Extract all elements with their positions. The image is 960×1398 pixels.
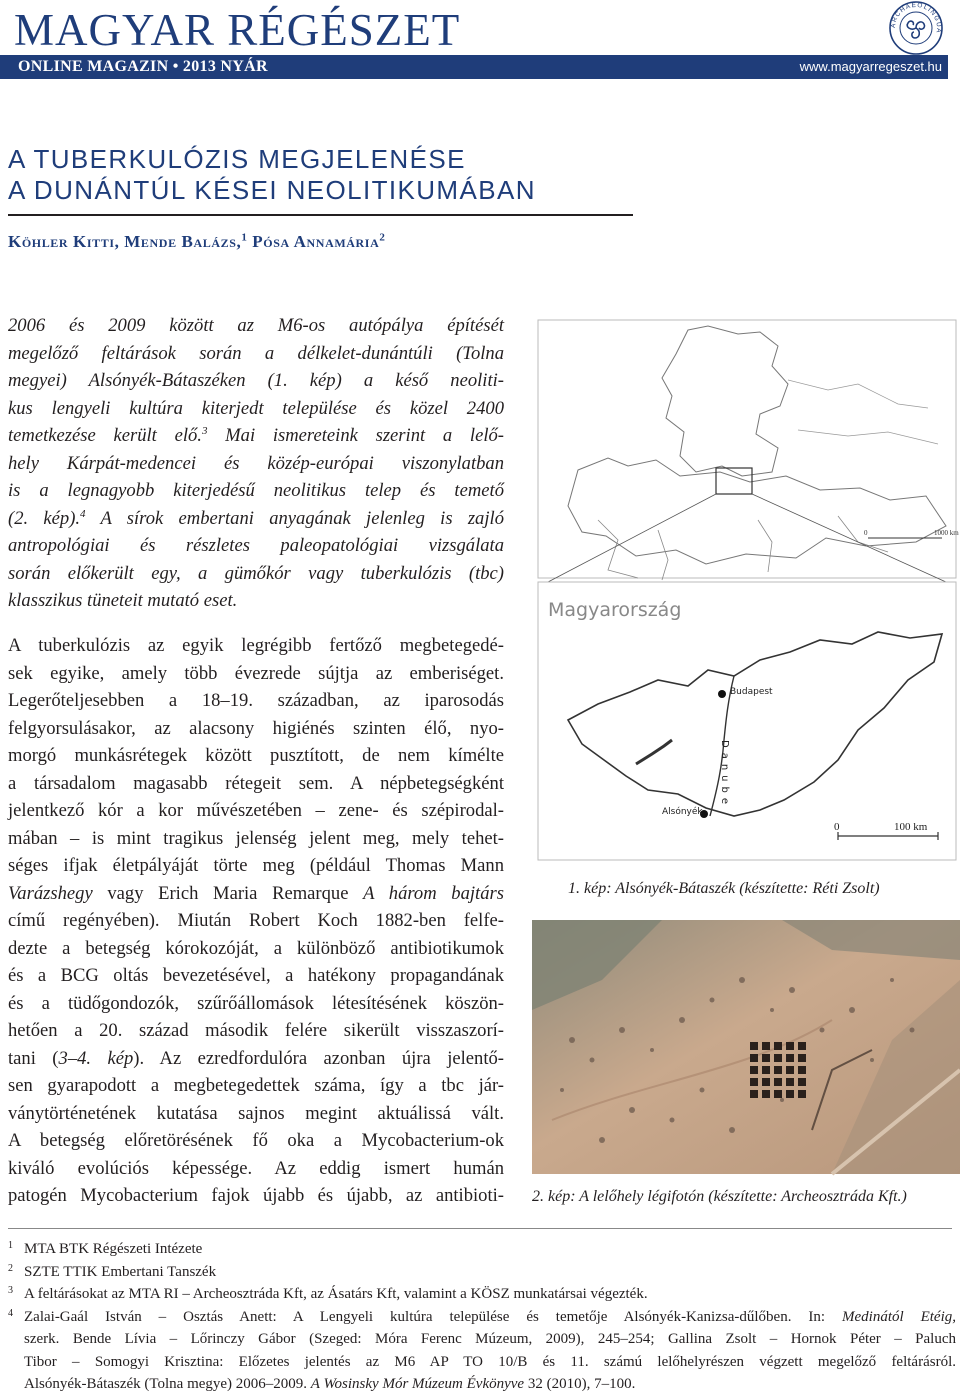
body-text: ). Az ezredfordulóra azonban újra jelentő-: [133, 1047, 505, 1069]
footnotes: [8, 1238, 956, 1396]
lead-text: A sírok embertani anyagának jelenleg is zajló: [100, 507, 504, 529]
figure-1-maps: [538, 320, 959, 860]
archaeolingua-logo: [888, 0, 944, 56]
body-line: séges ifjak életpályáját törte meg (például Thomas Mann: [8, 855, 504, 876]
figure-2-caption: 2. kép: A lelőhely légifotón (készítette: Archeosztráda Kft.): [532, 1188, 907, 1205]
magazine-title: MAGYAR RÉGÉSZET: [14, 5, 461, 55]
city-label-budapest: Budapest: [730, 687, 773, 697]
body-line: mában – is mint tragikus jelenség jelent meg, mely tehet-: [8, 827, 504, 849]
triskele-icon: [907, 21, 924, 38]
lead-line: [8, 422, 504, 450]
body-line: morgó munkásrétegek között pusztított, de nem kímélte: [8, 745, 504, 766]
body-line: Legerőteljesebben a 18–19. században, az iparosodás: [8, 690, 504, 711]
magazine-url[interactable]: www.magyarregeszet.hu: [799, 59, 942, 74]
masthead-bar: [0, 55, 948, 79]
footnote-ref-3[interactable]: 3: [201, 424, 208, 437]
europe-scale-km: 1000 km: [934, 529, 959, 537]
body-text: tani (: [8, 1047, 59, 1069]
svg-text:ARCHAEOLINGUA: [890, 2, 942, 34]
budapest-marker-icon: [718, 690, 726, 698]
book-title-varazshegy: Varázshegy: [8, 882, 93, 904]
body-line: A tuberkulózis az egyik legrégibb fertőző megbetegedé-: [8, 635, 504, 656]
authors-part-1: Köhler Kitti, Mende Balázs,: [8, 232, 242, 251]
body-line: című regényében). Miután Robert Koch 1882-ben felfe-: [8, 910, 504, 931]
hungary-scale-km: 100 km: [894, 821, 928, 833]
book-title-harom-bajtars: A három bajtárs: [363, 882, 504, 904]
article-title-line-2: A DUNÁNTÚL KÉSEI NEOLITIKUMÁBAN: [8, 175, 536, 205]
footnote-text: Tibor – Somogyi Krisztina: Előzetes jelentés az M6 AP TO 10/B és 11. számú lelőhelyrészen végzett megelőző feltárásról.: [24, 1353, 956, 1370]
footnote-1: [8, 1238, 956, 1261]
cited-journal-title: A Wosinsky Mór Múzeum Évkönyve: [310, 1376, 525, 1392]
magazine-subtitle: ONLINE MAGAZIN • 2013 NYÁR: [18, 58, 268, 75]
article-title-line-1: A TUBERKULÓZIS MEGJELENÉSE: [8, 144, 466, 174]
body-paragraph: [8, 632, 504, 1210]
body-line: hetően a 20. század második felére sikerült visszaszorí-: [8, 1020, 504, 1041]
figure-2-aerial-photo: [532, 920, 960, 1174]
lead-line: antropológiai és részletes paleopatológiai vizsgálata: [8, 535, 504, 556]
body-line: dezte a betegség kórokozóját, a különböző antibiotikumok: [8, 937, 504, 959]
footnote-text-part: Alsónyék-Bátaszék (Tolna megye) 2006–2009.: [24, 1376, 311, 1392]
lead-line: klasszikus tüneteit mutató eset.: [8, 590, 238, 611]
footnote-text: A feltárásokat az MTA RI – Archeosztráda Kft, az Ásatárs Kft, valamint a KÖSZ munkatársai végezték.: [24, 1286, 648, 1302]
lead-line: kus lengyeli kultúra kiterjedt települése és közel 2400: [8, 397, 504, 419]
cited-book-title: Medinától Etéig,: [842, 1308, 957, 1325]
body-line: a társadalom magasabb rétegeit sem. A népbetegségként: [8, 772, 504, 794]
body-line: A betegség előretörésének fő oka a Mycobacterium-ok: [8, 1130, 504, 1151]
footnote-3: [8, 1283, 956, 1306]
body-line: és a BCG oltás bevezetésével, a hatékony propagandának: [8, 965, 504, 986]
authors-part-2: Pósa Annamária: [252, 232, 380, 251]
footnote-number: 2: [8, 1262, 13, 1274]
lead-line: 2006 és 2009 között az M6-os autópálya építését: [8, 315, 504, 336]
body-line: ványtörténetének kutatása sajnos megint aktuálissá vált.: [8, 1102, 504, 1124]
footnote-text: [24, 1373, 956, 1396]
lead-line: megyei) Alsónyék-Bátaszéken (1. kép) a késő neoliti-: [8, 370, 504, 391]
footnote-number: 4: [8, 1307, 13, 1319]
body-line: felgyorsulásakor, az alacsony higiénés szinten élő, nyo-: [8, 717, 504, 739]
lead-paragraph: [8, 312, 504, 615]
footnote-4: [8, 1306, 956, 1396]
logo-ring-text: ARCHAEOLINGUA: [889, 1, 943, 35]
article-title: [8, 144, 648, 206]
lead-line: megelőző feltárások során a délkelet-dunántúli (Tolna: [8, 342, 504, 364]
body-line: sen gyarapodott a megbetegedettek száma, így a tbc jár-: [8, 1075, 504, 1096]
body-text: vagy Erich Maria Remarque: [92, 882, 364, 904]
title-divider: [8, 214, 633, 216]
footnote-text: MTA BTK Régészeti Intézete: [24, 1241, 203, 1257]
footnote-ref-4[interactable]: 4: [80, 507, 86, 520]
footnote-text: SZTE TTIK Embertani Tanszék: [24, 1263, 217, 1280]
figure-1-caption: 1. kép: Alsónyék-Bátaszék (készítette: Réti Zsolt): [568, 880, 880, 897]
masthead: [0, 0, 960, 80]
body-line: jelentkező kór a kor művészetében – zene- és szépirodal-: [8, 800, 504, 821]
lead-line: hely Kárpát-medencei és közép-európai viszonylatban: [8, 452, 504, 474]
lead-text: (2. kép).: [8, 507, 81, 529]
footnote-divider: [8, 1228, 952, 1229]
hungary-scale-zero: 0: [834, 821, 840, 833]
body-line: és a tüdőgondozók, szűrőállomások létesítésének köszön-: [8, 992, 504, 1014]
europe-scale-zero: 0: [864, 529, 868, 537]
lead-line: is a legnagyobb kiterjedésű neolitikus telep és temető: [8, 480, 504, 501]
body-line: [8, 1045, 504, 1073]
affiliation-mark-2[interactable]: 2: [379, 231, 386, 244]
site-label-alsonyek: Alsónyék: [662, 807, 703, 817]
lead-text: temetkezése került elő.: [8, 425, 202, 446]
footnote-text: [24, 1306, 956, 1329]
body-line: patogén Mycobacterium fajok újabb és újabb, az antibioti-: [8, 1185, 504, 1206]
lead-line: [8, 505, 504, 533]
figure-ref-3-4[interactable]: 3–4. kép: [58, 1047, 134, 1069]
body-line: kiváló evolúciós képessége. Az eddig ismert humán: [8, 1157, 504, 1179]
europe-map: [538, 320, 959, 580]
body-line: [8, 880, 504, 908]
footnote-text: szerk. Bende Lívia – Lőrinczy Gábor (Szeged: Móra Ferenc Múzeum, 2009), 245–254; Gallina Zsolt – Hornok Péter – Paluch: [24, 1331, 956, 1347]
body-line: sek egyike, amely több évezrede sújtja az emberiséget.: [8, 662, 504, 684]
affiliation-mark-1[interactable]: 1: [241, 231, 248, 244]
lead-text: Mai ismereteink szerint a lelő-: [225, 425, 504, 446]
footnote-number: 1: [8, 1240, 13, 1251]
river-label-danube: Danube: [719, 740, 730, 810]
hungary-map: [538, 582, 956, 860]
lead-line: során előkerült egy, a gümőkór vagy tuberkulózis (tbc): [8, 562, 504, 584]
footnote-2: [8, 1261, 956, 1284]
country-label: Magyarország: [548, 599, 682, 621]
footnote-text-part: 32 (2010), 7–100.: [524, 1376, 636, 1392]
author-line: [8, 232, 385, 252]
footnote-number: 3: [8, 1285, 13, 1296]
footnote-text-part: Zalai-Gaál István – Osztás Anett: A Lengyeli kultúra települése és temetője Alsónyék-Kanizsa-dűlőben. In:: [24, 1308, 842, 1325]
